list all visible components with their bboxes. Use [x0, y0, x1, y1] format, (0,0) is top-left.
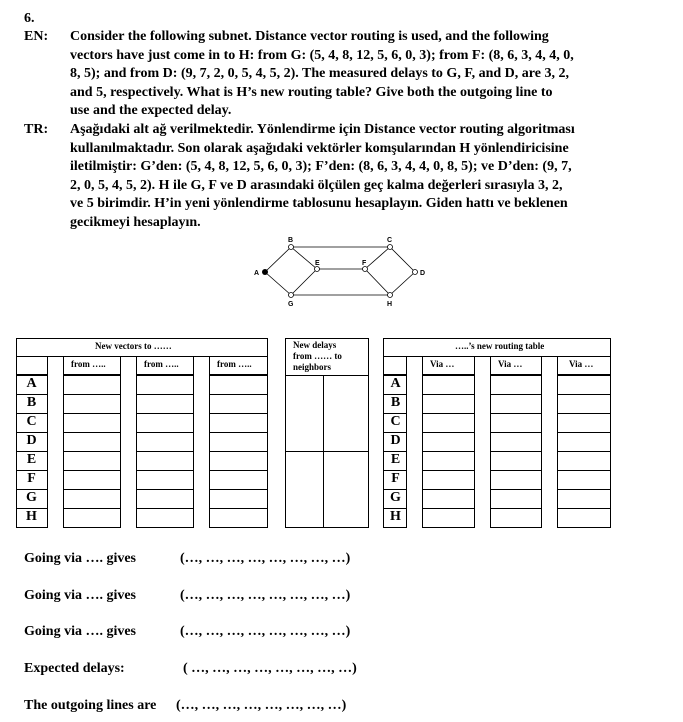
- node-d: [413, 270, 418, 275]
- vector-cell[interactable]: [209, 394, 268, 414]
- routing-row-label: C: [390, 414, 401, 429]
- edge-c-d: [390, 247, 415, 272]
- tr-line: kullanılmaktadır. Son olarak aşağıdaki vektörler komşularından H yönlendiricisine: [70, 140, 569, 156]
- node-label-d: D: [420, 270, 426, 277]
- via-cell[interactable]: [422, 451, 475, 471]
- via-cell[interactable]: [422, 508, 475, 528]
- edge-h-d: [390, 272, 415, 295]
- vector-cell[interactable]: [136, 375, 194, 395]
- edge-f-h: [365, 269, 390, 295]
- vector-cell[interactable]: [63, 470, 121, 490]
- vector-cell[interactable]: [136, 451, 194, 471]
- vector-cell[interactable]: [209, 451, 268, 471]
- routing-row-label: E: [390, 452, 401, 467]
- node-c: [388, 245, 393, 250]
- via-cell[interactable]: [490, 470, 542, 490]
- via-cell[interactable]: [490, 413, 542, 433]
- node-f: [363, 267, 368, 272]
- routing-letter-column: [383, 356, 407, 375]
- vector-cell[interactable]: [136, 432, 194, 452]
- node-label-e: E: [315, 260, 320, 267]
- via-cell[interactable]: [557, 451, 611, 471]
- delay-cell-lower-left[interactable]: [285, 451, 324, 528]
- vector-cell[interactable]: [136, 394, 194, 414]
- tr-line: iletilmiştir: G’den: (5, 4, 8, 12, 5, 6, 0, 3); F’den: (8, 6, 3, 4, 4, 0, 8, 5); ve D’den: (9, 7,: [70, 159, 572, 174]
- tr-paragraph: [70, 121, 670, 232]
- subnet-diagram: [245, 235, 435, 315]
- via-cell[interactable]: [557, 508, 611, 528]
- routing-table-title: …..’s new routing table: [455, 341, 545, 351]
- node-label-a: A: [254, 270, 260, 277]
- via-cell[interactable]: [490, 432, 542, 452]
- vector-cell[interactable]: [136, 413, 194, 433]
- vector-cell[interactable]: [209, 489, 268, 509]
- en-line: Consider the following subnet. Distance vector routing is used, and the following: [70, 29, 549, 44]
- vector-cell[interactable]: [136, 489, 194, 509]
- row-label: E: [26, 452, 37, 467]
- en-line: vectors have just come in to H: from G: (5, 4, 8, 12, 5, 6, 0, 3); from F: (8, 6, 3, 4, 4, 0,: [70, 47, 574, 63]
- vector-cell[interactable]: [136, 508, 194, 528]
- answer-label-2: Going via …. gives: [24, 588, 137, 603]
- routing-row-label: A: [390, 376, 401, 391]
- via-cell[interactable]: [557, 413, 611, 433]
- en-line: use and the expected delay.: [70, 103, 232, 118]
- question-number: 6.: [24, 11, 35, 26]
- vector-cell[interactable]: [209, 375, 268, 395]
- via-cell[interactable]: [557, 394, 611, 414]
- from-label-3: from …..: [217, 359, 252, 369]
- row-label: F: [27, 471, 36, 486]
- en-line: 8, 5); and from D: (9, 7, 2, 0, 5, 4, 5, 2). The measured delays to G, F, and D, are 3, 2,: [70, 66, 569, 81]
- row-letter-column: [16, 356, 48, 375]
- row-label: A: [26, 376, 37, 391]
- edge-g-e: [291, 269, 317, 295]
- vector-cell[interactable]: [63, 375, 121, 395]
- node-h: [388, 293, 393, 298]
- node-g: [289, 293, 294, 298]
- via-cell[interactable]: [422, 375, 475, 395]
- new-delays-title: [293, 340, 342, 373]
- delay-cell-upper-right[interactable]: [323, 375, 369, 452]
- expected-delays-label: Expected delays:: [24, 661, 125, 676]
- via-cell[interactable]: [422, 413, 475, 433]
- node-label-g: G: [288, 301, 294, 308]
- new-delays-title-line: neighbors: [293, 362, 332, 372]
- via-label-2: Via …: [498, 359, 523, 369]
- via-label-1: Via …: [430, 359, 455, 369]
- row-label: D: [26, 433, 37, 448]
- via-cell[interactable]: [490, 394, 542, 414]
- via-cell[interactable]: [490, 489, 542, 509]
- expected-delays-value[interactable]: ( …, …, …, …, …, …, …, …): [183, 661, 357, 676]
- new-vectors-title: New vectors to ……: [95, 341, 172, 351]
- delay-cell-lower-right[interactable]: [323, 451, 369, 528]
- via-cell[interactable]: [422, 489, 475, 509]
- answer-label-1: Going via …. gives: [24, 551, 137, 566]
- outgoing-lines-label: The outgoing lines are: [24, 698, 157, 713]
- row-label: C: [26, 414, 37, 429]
- en-paragraph: [70, 28, 670, 121]
- via-label-3: Via …: [569, 359, 594, 369]
- node-a: [262, 269, 268, 275]
- vector-cell[interactable]: [63, 508, 121, 528]
- via-cell[interactable]: [490, 375, 542, 395]
- tr-line: 2, 0, 5, 4, 5, 2). H ile G, F ve D arasındaki ölçülen geç kalma değerleri sırasıyla 3, 2,: [70, 177, 563, 193]
- vector-cell[interactable]: [209, 413, 268, 433]
- via-cell[interactable]: [490, 508, 542, 528]
- node-label-h: H: [387, 301, 393, 308]
- routing-row-label: H: [390, 509, 401, 524]
- via-cell[interactable]: [422, 470, 475, 490]
- node-label-f: F: [362, 260, 367, 267]
- from-label-2: from …..: [144, 359, 179, 369]
- node-b: [289, 245, 294, 250]
- node-e: [315, 267, 320, 272]
- tr-line: ve 5 birimdir. H’in yeni yönlendirme tablosunu hesaplayın. Giden hattı ve beklenen: [70, 196, 568, 211]
- routing-row-label: F: [391, 471, 400, 486]
- vector-cell[interactable]: [209, 432, 268, 452]
- via-cell[interactable]: [422, 394, 475, 414]
- tr-line: gecikmeyi hesaplayın.: [70, 214, 201, 230]
- outgoing-lines-value[interactable]: (…, …, …, …, …, …, …, …): [176, 698, 347, 713]
- answer-value-1[interactable]: (…, …, …, …, …, …, …, …): [180, 551, 351, 566]
- new-delays-title-line: New delays: [293, 340, 337, 350]
- vector-cell[interactable]: [136, 470, 194, 490]
- new-delays-title-line: from …… to: [293, 351, 342, 361]
- row-label: B: [26, 395, 37, 410]
- en-line: and 5, respectively. What is H’s new routing table? Give both the outgoing line to: [70, 84, 553, 100]
- via-cell[interactable]: [422, 432, 475, 452]
- edge-f-c: [365, 247, 390, 269]
- routing-row-label: D: [390, 433, 401, 448]
- edge-a-b: [265, 247, 291, 272]
- node-label-c: C: [387, 237, 393, 244]
- from-label-1: from …..: [71, 359, 106, 369]
- delay-cell-upper-left[interactable]: [285, 375, 324, 452]
- vector-cell[interactable]: [63, 432, 121, 452]
- via-cell[interactable]: [557, 375, 611, 395]
- vector-cell[interactable]: [209, 508, 268, 528]
- edge-b-e: [291, 247, 317, 269]
- vector-cell[interactable]: [63, 451, 121, 471]
- answer-value-3[interactable]: (…, …, …, …, …, …, …, …): [180, 624, 351, 639]
- vector-cell[interactable]: [63, 489, 121, 509]
- answer-value-2[interactable]: (…, …, …, …, …, …, …, …): [180, 588, 351, 603]
- answer-label-3: Going via …. gives: [24, 624, 137, 639]
- via-cell[interactable]: [557, 489, 611, 509]
- routing-row-label: G: [390, 490, 401, 505]
- tr-line: Aşağıdaki alt ağ verilmektedir. Yönlendirme için Distance vector routing algoritması: [70, 122, 575, 137]
- row-label: G: [26, 490, 37, 505]
- via-cell[interactable]: [557, 432, 611, 452]
- en-label: EN:: [24, 29, 49, 44]
- vector-cell[interactable]: [209, 470, 268, 490]
- edge-a-g: [265, 272, 291, 295]
- routing-row-label: B: [390, 395, 401, 410]
- node-label-b: B: [288, 237, 294, 244]
- tr-label: TR:: [24, 122, 49, 137]
- row-label: H: [26, 509, 37, 524]
- via-cell[interactable]: [557, 470, 611, 490]
- vector-cell[interactable]: [63, 394, 121, 414]
- via-cell[interactable]: [490, 451, 542, 471]
- vector-cell[interactable]: [63, 413, 121, 433]
